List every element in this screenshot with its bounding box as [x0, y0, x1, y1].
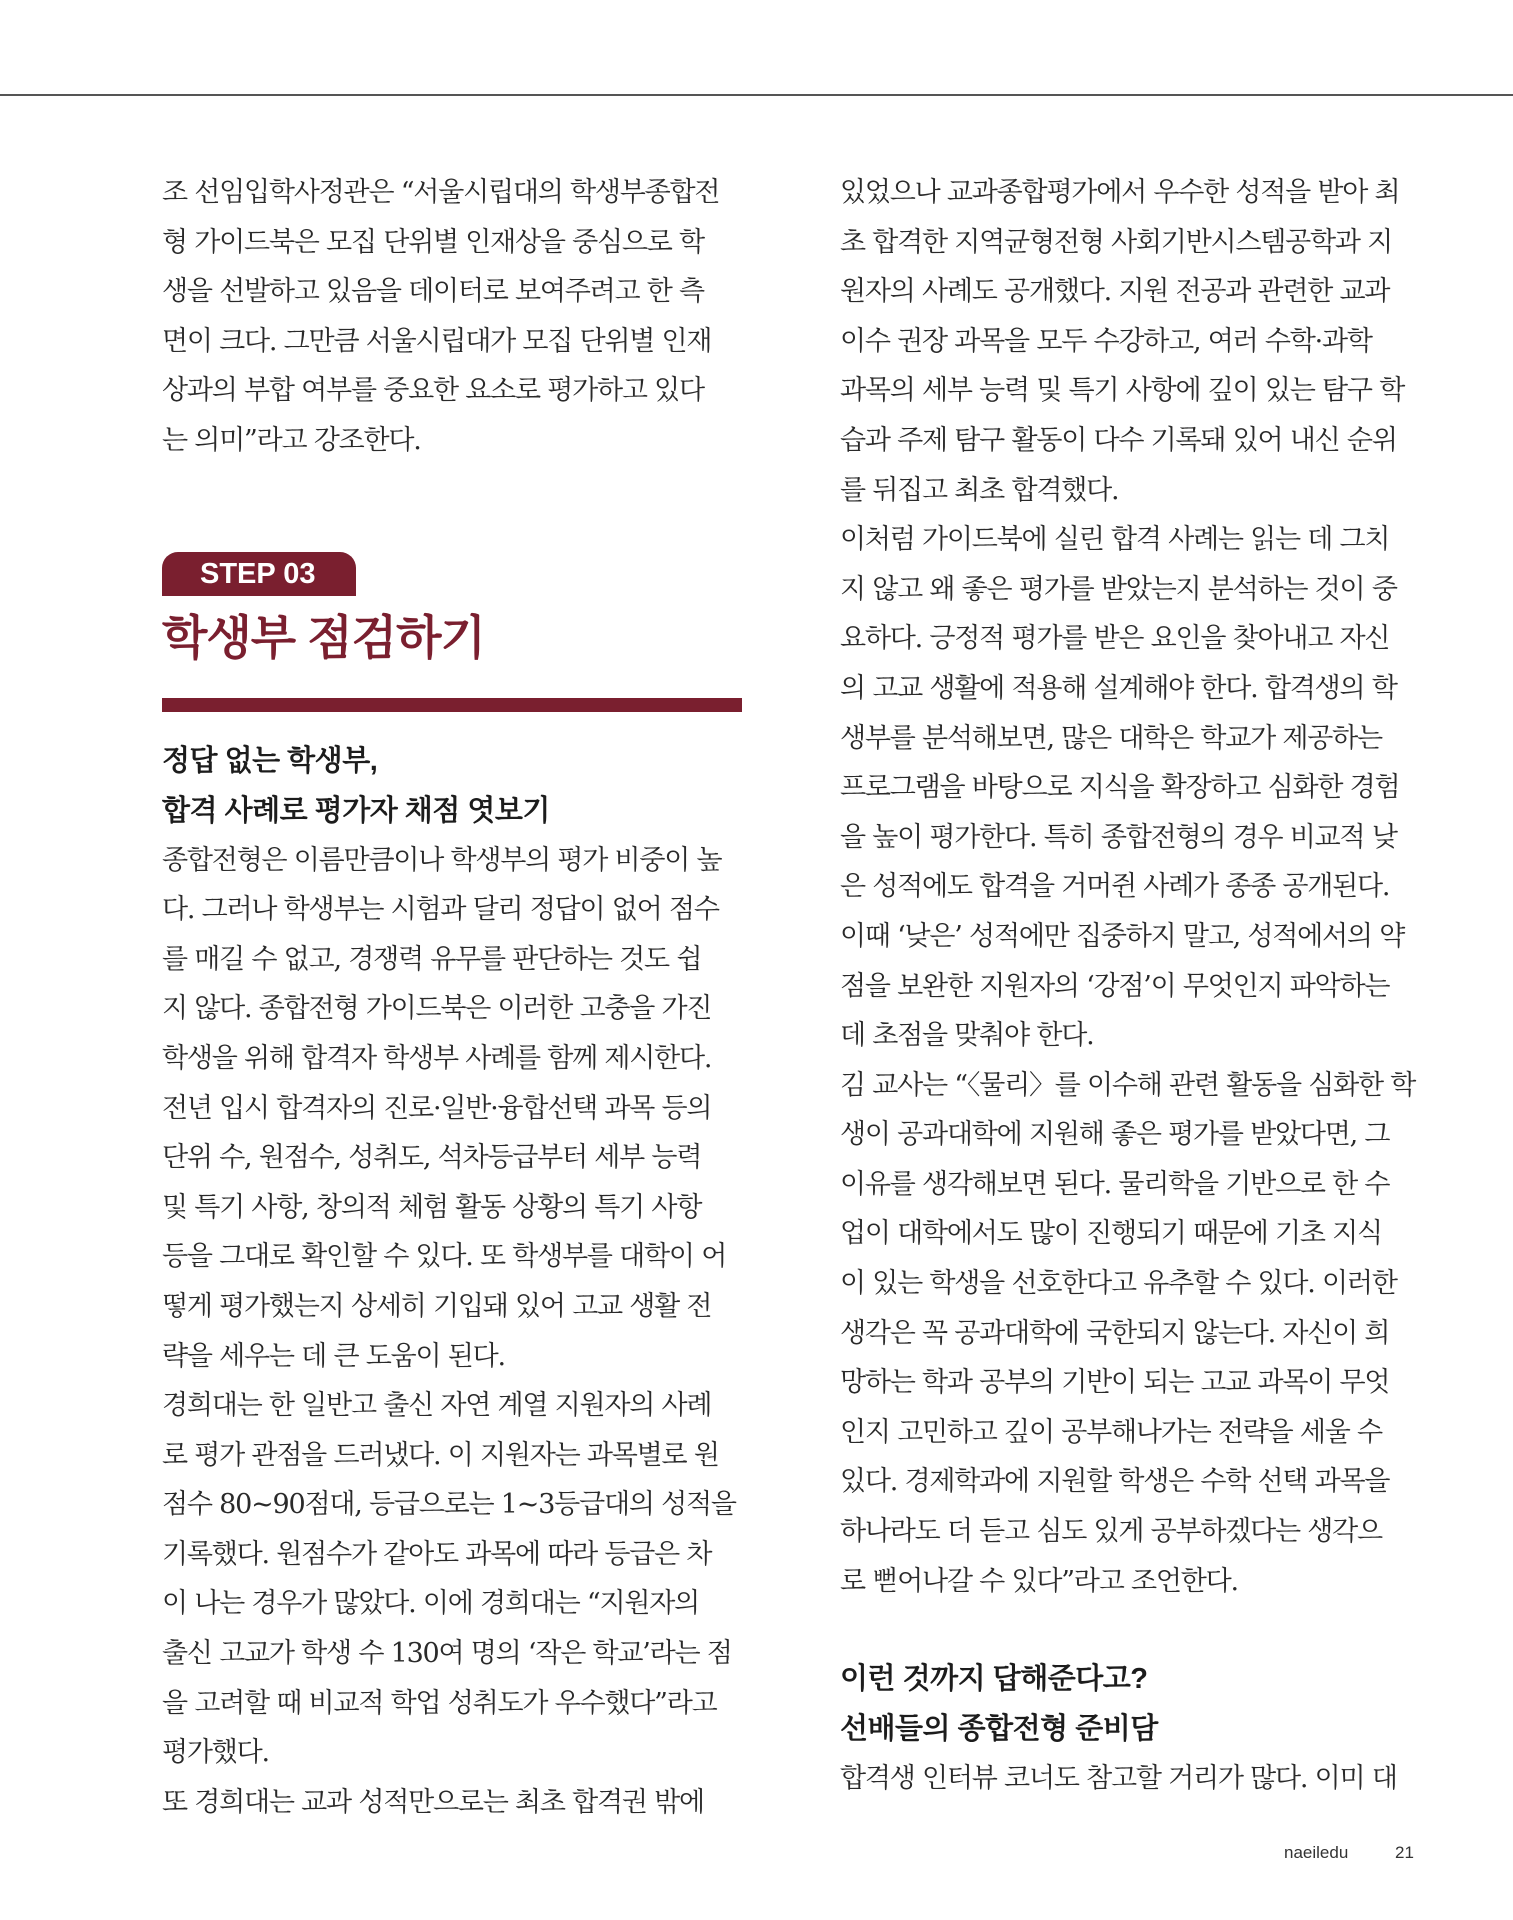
text-line: 망하는 학과 공부의 기반이 되는 고교 과목이 무엇 — [840, 1367, 1390, 1399]
text-line: 등을 그대로 확인할 수 있다. 또 학생부를 대학이 어 — [162, 1241, 727, 1273]
text-line: 점을 보완한 지원자의 ‘강점’이 무엇인지 파악하는 — [840, 970, 1390, 1002]
top-rule — [0, 94, 1513, 96]
subheading — [162, 736, 747, 836]
text-line: 학생을 위해 합격자 학생부 사례를 함께 제시한다. — [162, 1042, 712, 1074]
text-line: 합격생 인터뷰 코너도 참고할 거리가 많다. 이미 대 — [840, 1763, 1397, 1795]
text-line: 면이 크다. 그만큼 서울시립대가 모집 단위별 인재 — [162, 325, 712, 357]
text-line: 습과 주제 탐구 활동이 다수 기록돼 있어 내신 순위 — [840, 424, 1397, 456]
text-line: 상과의 부합 여부를 중요한 요소로 평가하고 있다 — [162, 375, 704, 407]
text-line: 원자의 사례도 공개했다. 지원 전공과 관련한 교과 — [840, 276, 1390, 308]
text-line: 업이 대학에서도 많이 진행되기 때문에 기초 지식 — [840, 1218, 1382, 1250]
text-line: 이 나는 경우가 많았다. 이에 경희대는 “지원자의 — [162, 1588, 700, 1620]
text-line: 요하다. 긍정적 평가를 받은 요인을 찾아내고 자신 — [840, 623, 1390, 655]
text-line: 이처럼 가이드북에 실린 합격 사례는 읽는 데 그치 — [840, 524, 1390, 556]
subheading-line: 정답 없는 학생부, — [162, 744, 378, 777]
text-line: 기록했다. 원점수가 같아도 과목에 따라 등급은 차 — [162, 1538, 712, 1570]
text-line: 지 않고 왜 좋은 평가를 받았는지 분석하는 것이 중 — [840, 573, 1397, 605]
text-line: 출신 고교가 학생 수 130여 명의 ‘작은 학교’라는 점 — [162, 1638, 732, 1670]
text-line: 생을 선발하고 있음을 데이터로 보여주려고 한 측 — [162, 276, 704, 308]
text-line: 경희대는 한 일반고 출신 자연 계열 지원자의 사례 — [162, 1390, 712, 1422]
subheading-line: 선배들의 종합전형 준비담 — [840, 1713, 1158, 1746]
subheading-line: 이런 것까지 답해준다고? — [840, 1663, 1148, 1696]
text-line: 생각은 꼭 공과대학에 국한되지 않는다. 자신이 희 — [840, 1317, 1390, 1349]
text-line: 하나라도 더 듣고 심도 있게 공부하겠다는 생각으 — [840, 1516, 1382, 1548]
text-line: 로 뻗어나갈 수 있다”라고 조언한다. — [840, 1565, 1238, 1597]
subheading-line: 합격 사례로 평가자 채점 엿보기 — [162, 794, 550, 827]
text-line: 생부를 분석해보면, 많은 대학은 학교가 제공하는 — [840, 722, 1382, 754]
tail-paragraph — [840, 1754, 1425, 1804]
section-title: 학생부 점검하기 — [162, 610, 485, 664]
right-column — [840, 168, 1425, 1804]
text-line: 프로그램을 바탕으로 지식을 확장하고 심화한 경험 — [840, 772, 1400, 804]
text-line: 로 평가 관점을 드러냈다. 이 지원자는 과목별로 원 — [162, 1439, 719, 1471]
step-badge: STEP 03 — [162, 552, 356, 596]
text-line: 이 있는 학생을 선호한다고 유추할 수 있다. 이러한 — [840, 1268, 1397, 1300]
text-line: 떻게 평가했는지 상세히 기입돼 있어 고교 생활 전 — [162, 1290, 712, 1322]
text-line: 이유를 생각해보면 된다. 물리학을 기반으로 한 수 — [840, 1168, 1390, 1200]
text-line: 다. 그러나 학생부는 시험과 달리 정답이 없어 점수 — [162, 894, 719, 926]
text-line: 을 고려할 때 비교적 학업 성취도가 우수했다”라고 — [162, 1687, 717, 1719]
subheading — [840, 1654, 1425, 1754]
text-line: 데 초점을 맞춰야 한다. — [840, 1020, 1094, 1052]
text-line: 이수 권장 과목을 모두 수강하고, 여러 수학·과학 — [840, 325, 1372, 357]
text-line: 지 않다. 종합전형 가이드북은 이러한 고충을 가진 — [162, 993, 712, 1025]
text-line: 단위 수, 원점수, 성취도, 석차등급부터 세부 능력 — [162, 1142, 702, 1174]
text-line: 초 합격한 지역균형전형 사회기반시스템공학과 지 — [840, 226, 1393, 258]
text-line: 점수 80~90점대, 등급으로는 1~3등급대의 성적을 — [162, 1489, 736, 1521]
text-line: 전년 입시 합격자의 진로·일반·융합선택 과목 등의 — [162, 1092, 712, 1124]
text-line: 생이 공과대학에 지원해 좋은 평가를 받았다면, 그 — [840, 1119, 1390, 1151]
body-paragraph — [162, 836, 747, 1828]
text-line: 및 특기 사항, 창의적 체험 활동 상황의 특기 사항 — [162, 1191, 702, 1223]
text-line: 의 고교 생활에 적용해 설계해야 한다. 합격생의 학 — [840, 672, 1397, 704]
text-line: 또 경희대는 교과 성적만으로는 최초 합격권 밖에 — [162, 1786, 704, 1818]
text-line: 종합전형은 이름만큼이나 학생부의 평가 비중이 높 — [162, 844, 722, 876]
text-line: 략을 세우는 데 큰 도움이 된다. — [162, 1340, 505, 1372]
text-line: 이때 ‘낮은’ 성적에만 집중하지 말고, 성적에서의 약 — [840, 920, 1405, 952]
text-line: 조 선임입학사정관은 “서울시립대의 학생부종합전 — [162, 177, 720, 208]
text-line: 김 교사는 “〈물리〉를 이수해 관련 활동을 심화한 학 — [840, 1069, 1416, 1101]
section-divider-bar — [162, 698, 742, 712]
text-line: 있다. 경제학과에 지원할 학생은 수학 선택 과목을 — [840, 1466, 1390, 1498]
footer-brand: naeiledu — [1284, 1843, 1349, 1862]
text-line: 과목의 세부 능력 및 특기 사항에 깊이 있는 탐구 학 — [840, 375, 1405, 407]
text-line: 는 의미”라고 강조한다. — [162, 424, 421, 456]
text-line: 있었으나 교과종합평가에서 우수한 성적을 받아 최 — [840, 177, 1400, 208]
text-line: 평가했다. — [162, 1737, 269, 1769]
text-line: 인지 고민하고 깊이 공부해나가는 전략을 세울 수 — [840, 1416, 1382, 1448]
intro-paragraph — [162, 168, 747, 466]
text-line: 은 성적에도 합격을 거머쥔 사례가 종종 공개된다. — [840, 871, 1390, 903]
text-line: 을 높이 평가한다. 특히 종합전형의 경우 비교적 낮 — [840, 821, 1397, 853]
text-line: 형 가이드북은 모집 단위별 인재상을 중심으로 학 — [162, 226, 704, 258]
body-paragraph — [840, 168, 1425, 1606]
left-column — [162, 168, 747, 1827]
text-line: 를 매길 수 없고, 경쟁력 유무를 판단하는 것도 쉽 — [162, 943, 702, 975]
page-number: 21 — [1395, 1843, 1414, 1862]
text-line: 를 뒤집고 최초 합격했다. — [840, 474, 1119, 506]
